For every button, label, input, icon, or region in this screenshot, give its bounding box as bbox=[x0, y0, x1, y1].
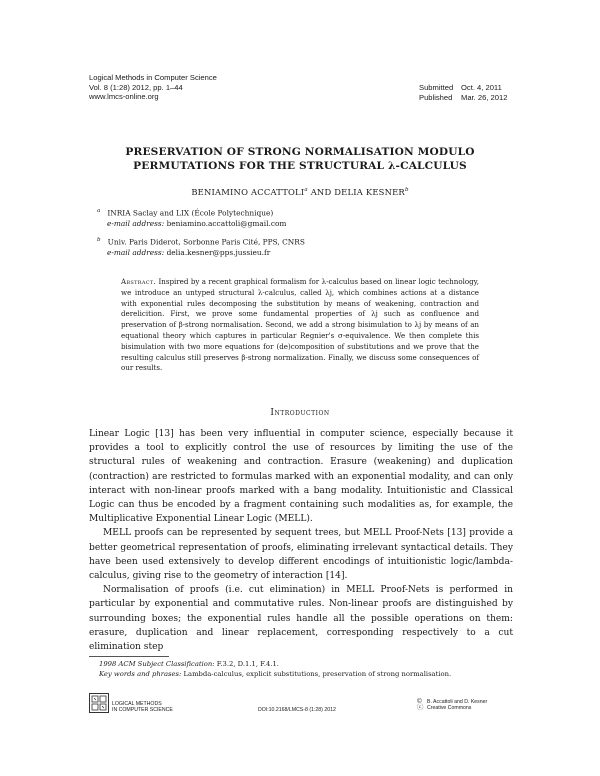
abstract bbox=[121, 277, 479, 374]
keywords-label: Key words and phrases: bbox=[99, 670, 182, 679]
creative-commons-icon: ⓒ bbox=[417, 704, 424, 712]
submitted-date: Oct. 4, 2011 bbox=[461, 83, 502, 92]
acm-classification: F.3.2, D.1.1, F.4.1. bbox=[216, 660, 279, 668]
email-label: e-mail address: bbox=[107, 218, 165, 228]
keywords: Lambda-calculus, explicit substitutions, preservation of strong normalisation. bbox=[183, 670, 452, 679]
paragraph-1: Linear Logic [13] has been very influential in computer science, especially because it provides a tool to explicitly control the use of resources by limiting the use of the structural rules of weakening and contraction. Erasure (weakening) and duplication (contraction) are restricted to formulas marked with an exponential modality, and can only interact with non-linear proofs marked with a bang modality. Intuitionistic and Classical Logic can thus be encoded by a fragment containing such modalities as, for example, the Multiplicative Exponential Linear Logic (MELL). bbox=[89, 429, 513, 525]
volume-info: Vol. 8 (1:28) 2012, pp. 1–44 bbox=[89, 82, 183, 92]
dates-block bbox=[419, 83, 519, 102]
paper-title bbox=[0, 146, 600, 173]
journal-header bbox=[89, 73, 217, 102]
copyright-holder: B. Accattoli and D. Kesner bbox=[427, 699, 488, 705]
section-heading: Introduction bbox=[270, 408, 330, 418]
paragraph-3: Normalisation of proofs (i.e. cut elimination) in MELL Proof-Nets is performed in particular by exponential and commutative rules. Non-linear proofs are distinguished by surrounding boxes; the exponential rules handle all the possible operations on them: erasure, duplication and linear replacement, corresponding respectively to a cut elimination step bbox=[89, 585, 513, 653]
doi[interactable]: DOI:10.2168/LMCS-8 (1:28) 2012 bbox=[258, 707, 336, 713]
footnote-rule bbox=[89, 656, 169, 657]
email-address[interactable]: delia.kesner@pps.jussieu.fr bbox=[166, 247, 271, 257]
author-2-mark: b bbox=[404, 187, 409, 194]
affiliation-b bbox=[97, 235, 305, 258]
affiliation-institution: INRIA Saclay and LIX (École Polytechnique) bbox=[107, 208, 274, 218]
lmcs-logo-icon bbox=[89, 693, 109, 713]
title-line-2: PERMUTATIONS FOR THE STRUCTURAL λ-CALCULUS bbox=[133, 159, 467, 172]
abstract-text: Inspired by a recent graphical formalism for λ-calculus based on linear logic technology, we introduce an untyped structural λ-calculus, called λj, which combines actions at a distance with exponential rules decomposing the substitution by means of weakening, contraction and derelicition. First, we prove some fundamental properties of λj such as confluence and preservation of β-strong normalisation. Second, we add a strong bisimulation to λj by means of an equational theory which captures in particular Regnier's σ-equivalence. We then complete this bisimulation with two more equations for (de)composition of substitutions and we prove that the resulting calculus still preserves β-strong normalization. Finally, we discuss some consequences of our results. bbox=[121, 277, 479, 373]
author-1: BENIAMINO ACCATTOLI bbox=[191, 187, 305, 197]
copyright-icon: © bbox=[417, 698, 422, 705]
title-line-1: PRESERVATION OF STRONG NORMALISATION MODULO bbox=[125, 146, 475, 158]
logo-text bbox=[112, 701, 173, 714]
affiliation-mark: b bbox=[97, 237, 101, 243]
copyright-block bbox=[417, 699, 487, 712]
journal-name: Logical Methods in Computer Science bbox=[89, 73, 217, 82]
submitted-label: Submitted bbox=[419, 83, 454, 92]
author-line bbox=[0, 187, 600, 197]
logo-line-2: IN COMPUTER SCIENCE bbox=[112, 707, 173, 714]
email-label: e-mail address: bbox=[107, 247, 165, 257]
affiliation-mark: a bbox=[97, 208, 101, 214]
published-label: Published bbox=[419, 92, 453, 102]
author-2: DELIA KESNER bbox=[334, 187, 405, 197]
logo-line-1: LOGICAL METHODS bbox=[112, 701, 162, 707]
author-1-mark: a bbox=[304, 187, 308, 194]
journal-website: www.lmcs-online.org bbox=[89, 92, 159, 102]
author-and: AND bbox=[310, 187, 332, 197]
affiliation-institution: Univ. Paris Diderot, Sorbonne Paris Cité, PPS, CNRS bbox=[107, 237, 305, 247]
abstract-label: Abstract. bbox=[121, 277, 157, 286]
affiliation-a bbox=[97, 206, 286, 229]
footnotes bbox=[89, 659, 513, 679]
email-address[interactable]: beniamino.accattoli@gmail.com bbox=[166, 218, 287, 228]
published-date: Mar. 26, 2012 bbox=[461, 92, 508, 102]
body-text bbox=[89, 427, 513, 654]
acm-classification-label: 1998 ACM Subject Classification: bbox=[99, 660, 215, 668]
paragraph-2: MELL proofs can be represented by sequent trees, but MELL Proof-Nets [13] provide a better geometrical representation of proofs, eliminating irrelevant syntactical details. They have been used extensively to develop different encodings of intuitionistic logic/lambda-calculus, giving rise to the geometry of interaction [14]. bbox=[89, 528, 513, 582]
license-name[interactable]: Creative Commons bbox=[427, 705, 472, 712]
